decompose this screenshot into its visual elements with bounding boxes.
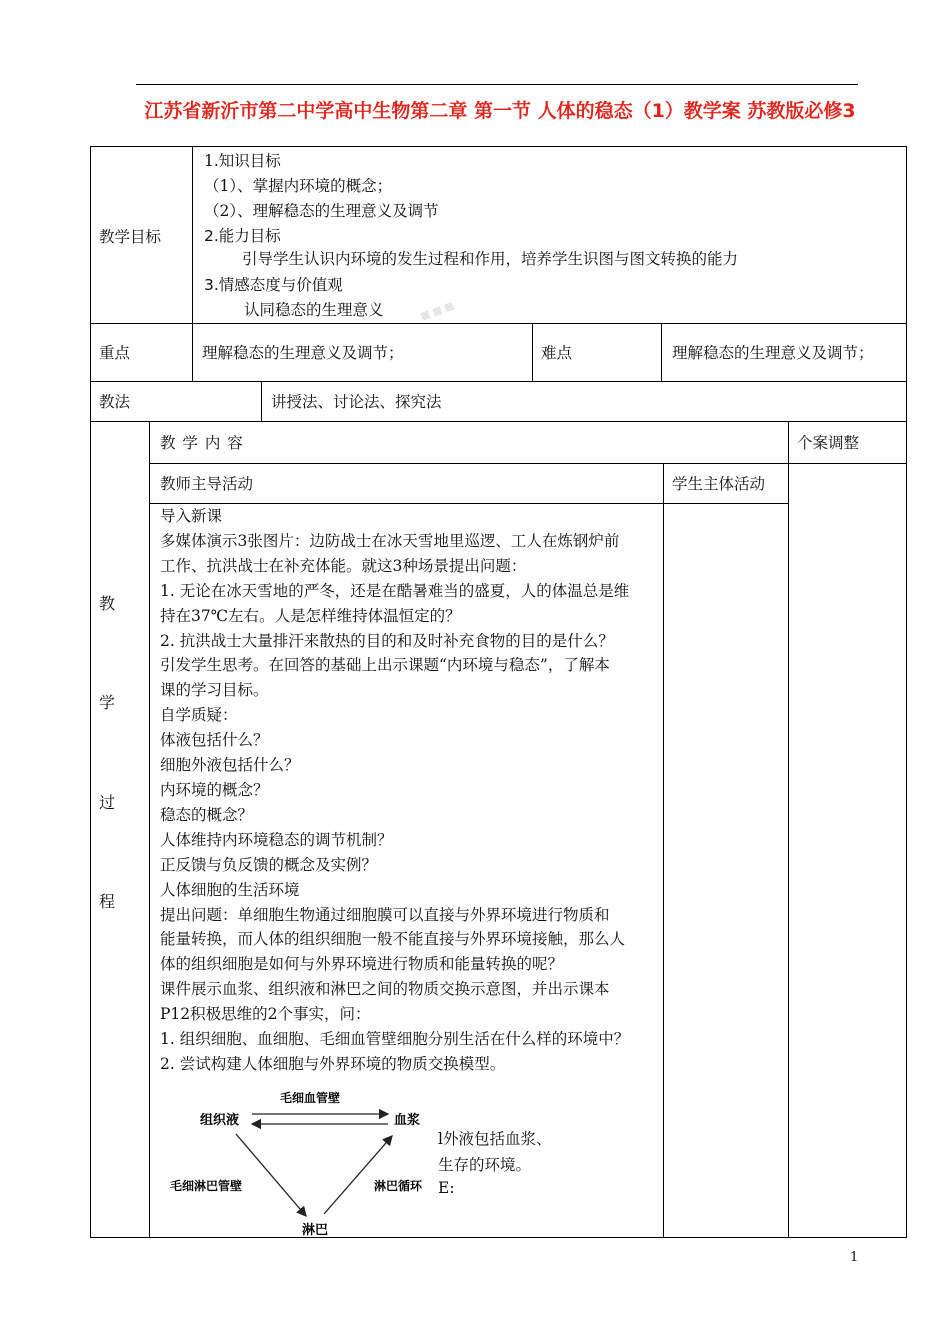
col-divider (661, 323, 662, 381)
difficult-points-value: 理解稳态的生理意义及调节； (672, 344, 874, 362)
key-points-label: 重点 (99, 344, 131, 362)
teacher-line: 课的学习目标。 (160, 681, 269, 700)
teacher-line: 体的组织细胞是如何与外界环境进行物质和能量转换的呢？ (160, 955, 564, 974)
col-divider (261, 381, 262, 421)
page-number: 1 (850, 1250, 859, 1265)
teacher-line: 多媒体演示3张图片：边防战士在冰天雪地里巡逻、工人在炼钢炉前 (160, 531, 620, 550)
objective-line: 1.知识目标 (204, 152, 281, 170)
teacher-line: 工作、抗洪战士在补充体能。就这3种场景提出问题： (160, 556, 527, 575)
teacher-line: 2. 尝试构建人体细胞与外界环境的物质交换模型。 (160, 1054, 506, 1073)
teacher-line: 人体维持内环境稳态的调节机制？ (160, 830, 393, 849)
teacher-line: 能量转换，而人体的组织细胞一般不能直接与外界环境接触，那么人 (160, 930, 626, 949)
col-divider (192, 146, 193, 381)
teacher-line: 课件展示血浆、组织液和淋巴之间的物质交换示意图，并出示课本 (160, 980, 610, 999)
process-label-char: 程 (99, 892, 116, 911)
teacher-line: 稳态的概念？ (160, 805, 254, 824)
teacher-line: 自学质疑： (160, 706, 238, 725)
content-header: 教 学 内 容 (160, 434, 244, 452)
arrow-to-lymph (236, 1134, 306, 1216)
col-divider (532, 323, 533, 381)
node-plasma: 血浆 (394, 1113, 421, 1128)
node-lymph: 淋巴 (302, 1223, 329, 1238)
objective-line: 引导学生认识内环境的发生过程和作用，培养学生识图与图文转换的能力 (242, 250, 739, 268)
key-points-value: 理解稳态的生理意义及调节； (202, 344, 404, 362)
teacher-line: 2. 抗洪战士大量排汗来散热的目的和及时补充食物的目的是什么？ (160, 631, 614, 650)
process-label-char: 学 (99, 693, 116, 712)
edge-lymph-circulation: 淋巴循环 (374, 1179, 423, 1193)
methods-value: 讲授法、讨论法、探究法 (271, 393, 442, 411)
teacher-line: 导入新课 (160, 507, 223, 525)
teacher-line: 持在37℃左右。人是怎样维持体温恒定的？ (160, 606, 461, 625)
col-divider (149, 421, 150, 1238)
objective-line: 2.能力目标 (204, 227, 281, 245)
edge-capillary-wall: 毛细血管壁 (280, 1091, 341, 1105)
node-tissue-fluid: 组织液 (200, 1113, 240, 1128)
objective-line: （1）、掌握内环境的概念； (204, 177, 393, 195)
header-rule (136, 84, 858, 85)
teacher-line: 内环境的概念？ (160, 780, 269, 799)
document-title: 江苏省新沂市第二中学高中生物第二章 第一节 人体的稳态（1）教学案 苏教版必修3 (144, 100, 856, 122)
objectives-label: 教学目标 (99, 228, 162, 246)
side-fragment: 生存的环境。 (438, 1156, 532, 1174)
side-fragment: E: (438, 1179, 455, 1197)
teacher-line: 1. 组织细胞、血细胞、毛细血管壁细胞分别生活在什么样的环境中？ (160, 1030, 630, 1049)
teacher-line: 引发学生思考。在回答的基础上出示课题“内环境与稳态”，了解本 (160, 656, 610, 675)
teacher-header: 教师主导活动 (160, 475, 254, 493)
col-divider (788, 421, 789, 1238)
teacher-line: 正反馈与负反馈的概念及实例？ (160, 855, 378, 874)
objective-line: 认同稳态的生理意义 (244, 301, 384, 319)
col-divider (663, 463, 664, 1238)
side-fragment: l外液包括血浆、 (438, 1130, 552, 1148)
difficult-points-label: 难点 (541, 344, 573, 362)
teacher-activity (160, 504, 660, 1077)
edge-lymph-capillary-wall: 毛细淋巴管壁 (170, 1179, 243, 1193)
process-label-char: 教 (99, 594, 116, 613)
row-divider (149, 463, 907, 464)
teacher-line: 细胞外液包括什么？ (160, 756, 300, 775)
exchange-diagram (160, 1078, 450, 1238)
objective-line: （2）、理解稳态的生理意义及调节 (204, 202, 439, 220)
teacher-line: 人体细胞的生活环境 (160, 880, 300, 899)
process-label-char: 过 (99, 793, 116, 812)
row-divider (90, 381, 907, 382)
row-divider (90, 323, 907, 324)
teacher-line: 提出问题：单细胞生物通过细胞膜可以直接与外界环境进行物质和 (160, 905, 610, 924)
teacher-line: P12积极思维的2个事实，问： (160, 1005, 371, 1024)
methods-label: 教法 (99, 393, 131, 411)
teacher-line: 体液包括什么？ (160, 731, 269, 750)
row-divider (90, 421, 907, 422)
watermark-logo: ▦ ▦ ▦ (419, 300, 456, 323)
objective-line: 3.情感态度与价值观 (204, 276, 343, 294)
arrow-lymph-to-plasma (324, 1136, 392, 1214)
student-header: 学生主体活动 (672, 475, 766, 493)
teacher-line: 1. 无论在冰天雪地的严冬，还是在酷暑难当的盛夏，人的体温总是维 (160, 581, 630, 600)
adjust-header: 个案调整 (797, 434, 860, 452)
